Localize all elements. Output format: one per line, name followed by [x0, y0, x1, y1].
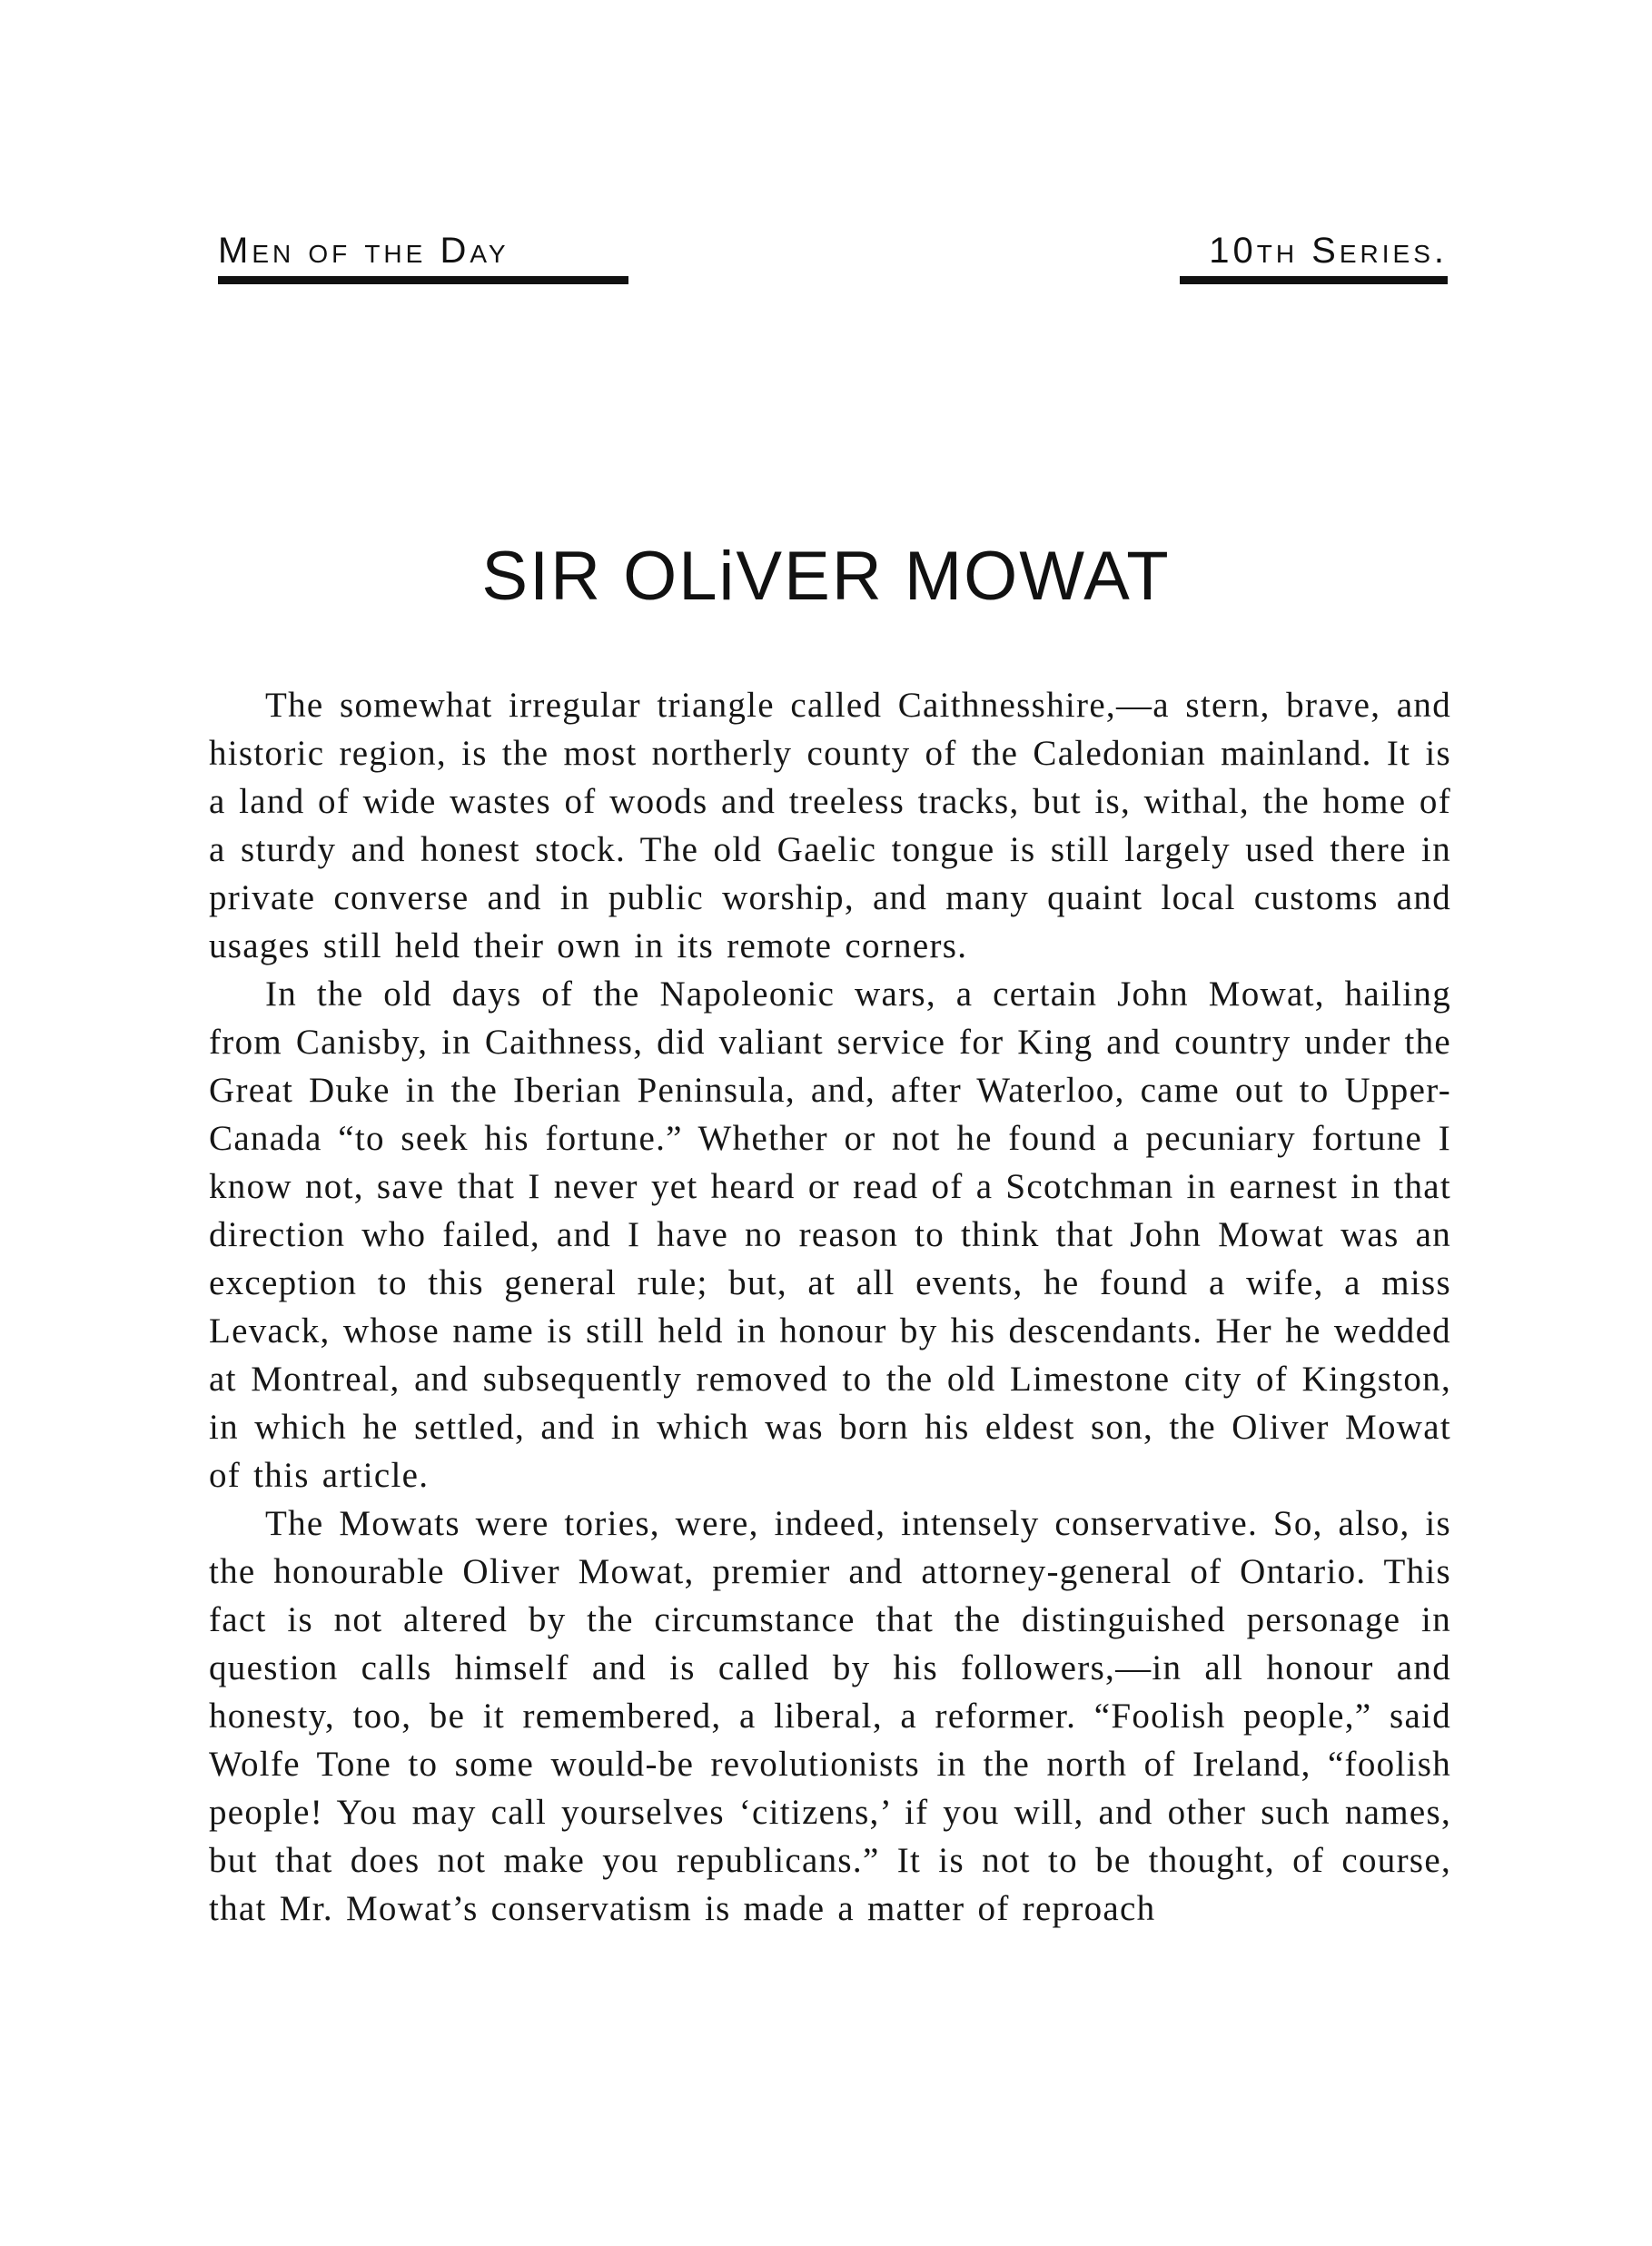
running-head: [218, 227, 1448, 291]
series-title: Men of the Day: [218, 231, 509, 271]
paragraph-3: The Mowats were tories, were, indeed, intensely conservative. So, also, is the honourable Oliver Mowat, premier and attorney-general of Ontario. This fact is not altered by the circumstance that the distinguished personage in question calls himself and is called by his followers,—in all honour and honesty, too, be it remembered, a liberal, a reformer. “Foolish people,” said Wolfe Tone to some would-be revolutionists in the north of Ireland, “foolish people! You may call yourselves ‘citizens,’ if you will, and other such names, but that does not make you republicans.” It is not to be thought, of course, that Mr. Mowat’s conservatism is made a matter of reproach: [209, 1504, 1451, 1928]
series-title-underline: [218, 276, 628, 284]
paragraph-1: The somewhat irregular triangle called Caithnesshire,—a stern, brave, and historic region, is the most northerly county of the Caledonian mainland. It is a land of wide wastes of woods and treeless tracks, but is, withal, the home of a sturdy and honest stock. The old Gaelic tongue is still largely used there in private converse and in public worship, and many quaint local customs and usages still held their own in its remote corners.: [209, 686, 1451, 965]
article-body: [209, 681, 1451, 1933]
series-number-underline: [1180, 276, 1448, 284]
paragraph-2: In the old days of the Napoleonic wars, a certain John Mowat, hailing from Canisby, in Caithness, did valiant service for King and country under the Great Duke in the Iberian Peninsula, and, after Waterloo, came out to Upper-Canada “to seek his fortune.” Whether or not he found a pecuniary fortune I know not, save that I never yet heard or read of a Scotchman in earnest in that direction who failed, and I have no reason to think that John Mowat was an exception to this general rule; but, at all events, he found a wife, a miss Levack, whose name is still held in honour by his descendants. Her he wedded at Montreal, and subsequently removed to the old Limestone city of Kingston, in which he settled, and in which was born his eldest son, the Oliver Mowat of this article.: [209, 975, 1451, 1495]
series-number: 10th Series.: [1209, 231, 1448, 271]
article-title: SIR OLiVER MOWAT: [481, 538, 1171, 615]
